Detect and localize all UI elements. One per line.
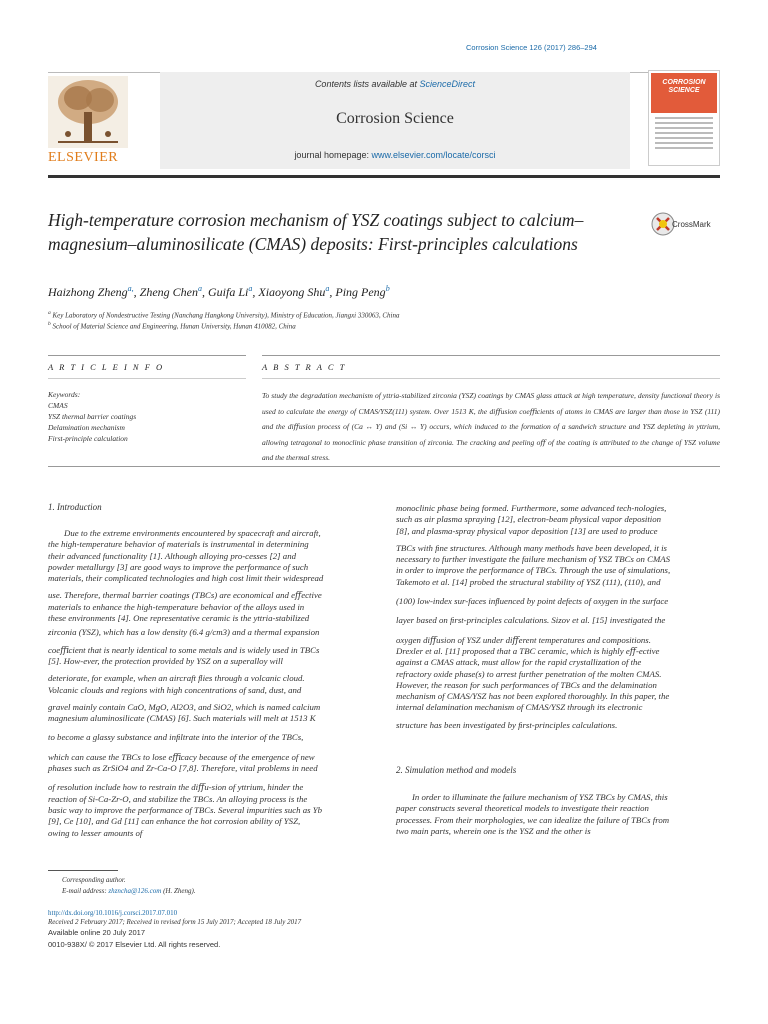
text-line: coeﬃcient that is nearly identical to some metals and is widely used in TBCs [48,644,320,655]
email-label: E-mail address: [62,887,107,895]
left-column-text [48,528,374,839]
text-line: basic way to improve the performance of TBCs. Several impurities such as Yb [48,804,323,815]
journal-name: Corrosion Science [336,110,454,127]
text-line: phases such as ZrSiO4 and Zr-Ca-O [7,8]. Therefore, vital problems in need [48,763,318,774]
keywords-block [48,389,136,444]
abstract-subrule [262,378,720,379]
email-line [62,887,196,895]
abstract-heading: A B S T R A C T [262,362,347,372]
abstract-rule [262,355,720,356]
affiliation-text: School of Material Science and Engineering, Hunan University, Hunan 410082, China [52,322,296,331]
homepage-line [160,150,630,160]
text-line: TBCs with ﬁne structures. Although many methods have been developed, it is [396,542,667,553]
doi-link[interactable]: http://dx.doi.org/10.1016/j.corsci.2017.07.010 [48,909,178,917]
keyword[interactable]: CMAS [48,401,68,410]
text-line: reaction of Si-Ca-Zr-O, and stabilize the TBCs. An alloying process is the [48,793,308,804]
keyword[interactable]: First-principle calculation [48,434,128,443]
text-line: such as air plasma spraying [12], electron-beam physical vapor deposition [396,514,662,525]
text-line: Due to the extreme environments encountered by spacecraft and aircraft, [64,528,321,538]
text-line: their advanced functionality [1]. Although alloying pro-cesses [2] and [48,550,296,561]
author-list: Haizhong Zheng$^{a,}$, Zheng Chen$^a$, Guifa Li$^a$, Xiaoyong Shu$^a$, Ping Peng$^b$ [48,284,390,299]
journal-reference[interactable]: Corrosion Science 126 (2017) 286–294 [466,43,597,52]
text-line: However, the reason for such performances of TBCs and the delamination [396,679,657,690]
text-line: Takemoto et al. [14] probed the structural stability of YSZ (111), (110), and [396,576,661,587]
text-line: structure has been investigated by ﬁrst-principles calculations. [396,719,618,730]
section-2-title: 2. Simulation method and models [396,765,517,775]
elsevier-wordmark: ELSEVIER [48,150,119,165]
article-dates: Received 2 February 2017; Received in revised form 15 July 2017; Accepted 18 July 2017 [48,918,302,926]
right-column-text [396,503,720,731]
text-line: use. Therefore, thermal barrier coatings (TBCs) are economical and eﬀective [48,590,322,601]
text-line: gravel mainly contain CaO, MgO, Al2O3, and SiO2, which is named calcium [48,701,321,712]
text-line: of resolution include how to restrain the diﬀu-sion of yttrium, hinder the [48,782,304,793]
affiliation-a [48,310,400,319]
keyword[interactable]: Delamination mechanism [48,423,125,432]
sciencedirect-link[interactable]: ScienceDirect [419,79,476,89]
text-line: against a CMAS attack, must allow for the rapid crystallization of the [396,657,642,668]
text-line: to become a glassy substance and inﬁltrate into the interior of the TBCs, [48,732,304,743]
text-line: deteriorate, for example, when an aircraft ﬂies through a volcanic cloud. [48,673,305,684]
cover-title-line-1: CORROSION [662,79,706,86]
text-line: materials to enhance the high-temperature behavior of the alloys used in [48,601,305,612]
text-line: paper constructs several theoretical models to investigate their reaction [396,803,649,814]
email-link[interactable]: zhzncha@126.com [108,887,162,895]
author-name[interactable]: Xiaoyong Shu [258,285,326,299]
author-name[interactable]: Guifa Li [208,285,249,299]
crossmark-badge[interactable] [650,210,710,244]
available-online: Available online 20 July 2017 [48,928,146,937]
author-affil-mark[interactable]: a [198,284,203,293]
text-line: layer based on ﬁrst-principles calculations. Sizov et al. [15] investigated the [396,615,666,626]
section-2-text [396,792,720,837]
text-line: mechanism of CMAS/YSZ has not been explored thoroughly. In this paper, the [396,691,670,702]
text-line: two main parts, wherein one is the YSZ and the other is [396,825,591,836]
text-line: in order to improve the performance of TBCs. Through the use of simulations, [396,565,671,576]
affiliation-mark: a [48,310,51,316]
author-affil-mark[interactable]: a, [127,284,134,293]
text-line: Drexler et al. [11] proposed that a TBC ceramic, which is highly eﬀ-ective [396,645,660,656]
contents-line [160,79,630,89]
journal-cover-thumbnail[interactable] [648,70,720,166]
header-bottom-rule [48,175,720,178]
affiliation-mark: b [48,321,51,327]
text-line: [5]. How-ever, the protection provided by YSZ on a superalloy will [48,655,283,666]
text-line: which can cause the TBCs to lose eﬃcacy because of the emergence of new [48,751,315,762]
cover-title-line-2: SCIENCE [668,87,700,94]
text-line: owing to lesser amounts of [48,827,143,838]
text-line: [8], and plasma-spray physical vapor deposition [13] are used to produce [396,525,658,536]
keyword[interactable]: YSZ thermal barrier coatings [48,412,137,421]
abstract-bottom-rule [48,466,720,467]
text-line: zirconia (YSZ), which has a low density (6.4 g/cm3) and a thermal expansion [48,627,320,638]
affiliation-b [48,321,296,330]
author-affil-mark[interactable]: b [385,284,390,293]
text-line: monoclinic phase being formed. Furthermore, some advanced tech-nologies, [396,503,667,513]
author-name[interactable]: Zheng Chen [139,285,199,299]
text-line: refractory oxide phase(s) to arrest further penetration of the molten CMAS. [396,668,662,679]
text-line: the high-temperature behavior of materials is instrumental in determining [48,539,309,550]
copyright-line: 0010-938X/ © 2017 Elsevier Ltd. All rights reserved. [48,940,221,949]
text-line: In order to illuminate the failure mechanism of YSZ TBCs by CMAS, this [412,792,668,802]
article-title: High-temperature corrosion mechanism of YSZ coatings subject to calcium–magnesium–aluminosilicate (CMAS) deposits: First-principles calculations [48,210,584,254]
author-name[interactable]: Haizhong Zheng [48,285,128,299]
text-line: materials, their complicated technologies and high cost limit their widespread [48,573,324,584]
homepage-link[interactable]: www.elsevier.com/locate/corsci [371,150,496,160]
text-line: oxygen diﬀusion of YSZ under diﬀerent temperatures and compositions. [396,634,651,645]
corresponding-note: Corresponding author. [62,876,126,884]
text-line: these environments [4]. One representative ceramic is the yttria-stabilized [48,613,310,624]
text-line: processes. From their morphologies, we can idealize the failure of TBCs from [396,814,670,825]
contents-prefix: Contents lists available at [314,79,417,89]
footnote-rule [48,870,118,871]
abstract-text: To study the degradation mechanism of yttria-stabilized zirconia (YSZ) coatings by CMAS glass attack at high temperature, density functional theory is used to calculate the energy of CMAS/YSZ(111) system. Over 1513 K, the diﬀusion coeﬃcients of atoms in CMAS are larger than those in YSZ (111) and the diﬀusion process of (Ca ↔ Y) and (Si ↔ Y) occurs, which induced to the formation of a sandwich structure and YSZ depleting in yttrium, allowing tetragonal to monoclinic phase transition of zirconia. The cracking and peeling oﬀ of the coating is attributed to the change of YSZ volume and the thermal stress. [262,391,720,462]
article-info-subrule [48,378,246,379]
text-line: powder metallurgy [3] are good ways to improve the performance of such [48,561,309,572]
crossmark-label: CrossMark [672,220,711,229]
email-suffix: (H. Zheng). [163,887,196,895]
affiliation-text: Key Laboratory of Nondestructive Testing (Nanchang Hangkong University), Ministry of Education, Jiangxi 330063, China [52,311,400,320]
cover-text-lines [655,117,713,152]
text-line: (100) low-index sur-faces inﬂuenced by point defects of oxygen in the surface [396,596,669,607]
cover-title [651,79,717,95]
author-affil-mark[interactable]: a [248,284,253,293]
article-info-rule [48,355,246,356]
author-affil-mark[interactable]: a [325,284,330,293]
text-line: Volcanic clouds and regions with high concentrations of sand, dust, and [48,684,302,695]
homepage-prefix: journal homepage: [294,150,369,160]
article-info-heading: A R T I C L E I N F O [48,362,165,372]
author-name[interactable]: Ping Peng [335,285,386,299]
text-line: magnesium aluminosilicate (CMAS) [6]. Such materials will melt at 1513 K [48,713,316,724]
text-line: internal delamination mechanism of CMAS/YSZ through its electronic [396,702,643,713]
keywords-label: Keywords: [48,390,81,399]
text-line: necessary to further investigate the failure mechanism of YSZ TBCs on CMAS [396,554,671,565]
text-line: [9], Ce [10], and Gd [11] can enhance the hot corrosion ability of YSZ, [48,816,301,827]
section-1-title: 1. Introduction [48,502,102,512]
